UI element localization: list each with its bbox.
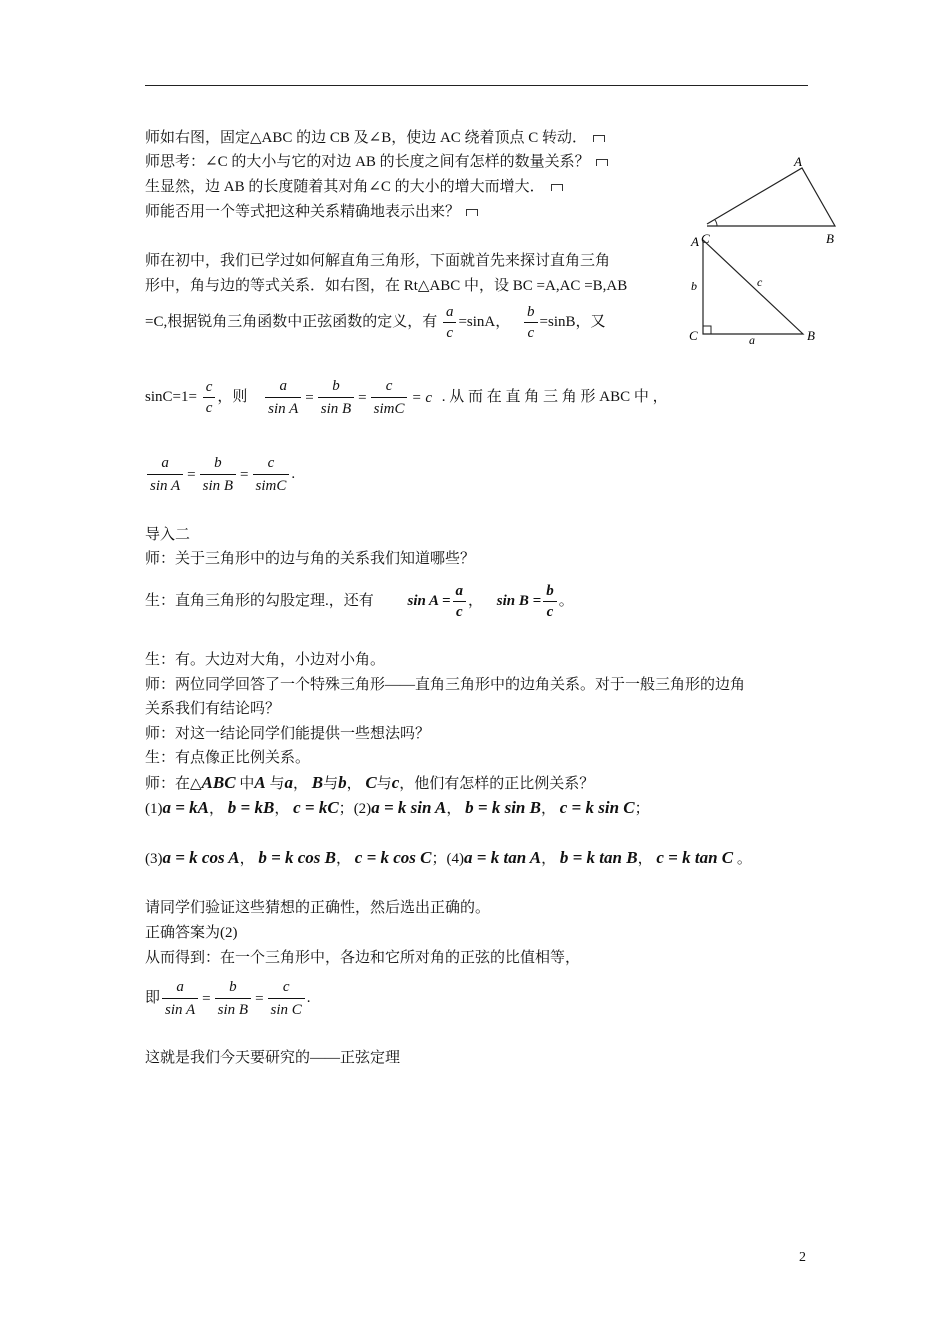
intro1-line8: sinC=1= $\frac{c}{c}$ ，则 $\frac{a}{\text{sin A}}$ = $\frac{b}{\text{sin B}}$ = $\frac{c}{\text{simC}}$ = c . 从 而 在 直 角 三 角 形 ABC 中 ， [145,372,668,422]
ratio-equation-right: $\frac{a}{\text{sin A}}$ = $\frac{b}{\text{sin B}}$ = $\frac{c}{\text{simC}}$ . [145,448,295,500]
fig1-label-a: A [794,154,802,169]
intro1-line5: 师在初中，我们已学过如何解直角三角形，下面就首先来探讨直角三角 [145,253,611,269]
fig2-side-a: a [749,333,755,347]
frac-b-sinB-3: $\frac{b}{\text{sin B}}$ [215,976,251,1021]
intro2-answer3: 生：有点像正比例关系。 [145,750,311,766]
frac-b-over-c: $\frac{b}{c}$ [524,302,538,343]
frac-c-simC-2: $\frac{c}{\text{simC}}$ [253,452,290,497]
frac-c-simC-1: $\frac{c}{\text{simC}}$ [371,375,408,420]
intro2-teacher2: 关系我们有结论吗？ [145,701,281,717]
intro2-answer2: 生：有。大边对大角，小边对小角。 [145,652,386,668]
fig2-label-c: C [689,328,698,343]
intro2-answer1: 生：直角三角形的勾股定理.，还有 sin A = $\frac{a}{c}$ ， sin B = $\frac{b}{c}$ 。 [145,583,574,621]
frac-b-sinB-1: $\frac{b}{\text{sin B}}$ [318,375,354,420]
intro1-line2: 师思考：∠C 的大小与它的对边 AB 的长度之间有怎样的数量关系？ [145,152,608,172]
intro2-teacher4: 师：在△ABC 中A 与a， B与b， C与c，他们有怎样的正比例关系？ [145,773,595,792]
fig2-label-a: A [691,234,699,249]
intro2-heading: 导入二 [145,527,191,543]
verify-line: 请同学们验证这些猜想的正确性，然后选出正确的。 [145,900,491,916]
frac-a-sinA-2: $\frac{a}{\text{sin A}}$ [147,452,183,497]
page-number: 2 [799,1250,806,1265]
fig2-side-b: b [691,279,697,293]
intro1-line4: 师能否用一个等式把这种关系精确地表示出来？ [145,202,478,222]
final-line: 这就是我们今天要研究的——正弦定理 [145,1050,401,1066]
intro1-line7: =C,根据锐角三角函数中正弦函数的定义，有 $\frac{a}{c}$ =sinA， $\frac{b}{c}$ =sinB，又 [145,304,606,342]
right-triangle-figure [685,232,825,352]
option-row-3-4: (3)a = k cos A， b = k cos B， c = k cos C；(4)a = k tan A， b = k tan B， c = k tan C 。 [145,848,752,867]
frac-a-sinA-3: $\frac{a}{\text{sin A}}$ [162,976,198,1021]
option-row-1-2: (1)a = kA， b = kB， c = kC；(2)a = k sin A， b = k sin B， c = k sin C； [145,798,650,817]
fig2-label-b: B [807,328,815,343]
fig1-label-b: B [826,231,834,246]
fig1-label-c: C [701,231,710,246]
intro1-line3: 生显然，边 AB 的长度随着其对角∠C 的大小的增大而增大． [145,177,563,197]
law-of-sines-equation: 即 $\frac{a}{\text{sin A}}$ = $\frac{b}{\text{sin B}}$ = $\frac{c}{\text{sin C}}$ . [145,972,311,1024]
fig2-side-c: c [757,275,763,289]
frac-a-over-c: $\frac{a}{c}$ [443,302,457,343]
frac-b-sinB-2: $\frac{b}{\text{sin B}}$ [200,452,236,497]
frac-c-over-c: $\frac{c}{c}$ [203,377,216,418]
header-rule [145,85,808,86]
frac-c-sinC-3: $\frac{c}{\text{sin C}}$ [268,976,305,1021]
frac-b-over-c-bold: $\frac{b}{c}$ [543,581,557,622]
intro2-teacher3: 师：对这一结论同学们能提供一些想法吗？ [145,726,431,742]
conclusion-line: 从而得到：在一个三角形中，各边和它所对角的正弦的比值相等， [145,950,581,966]
intro2-question1: 师：关于三角形中的边与角的关系我们知道哪些？ [145,551,476,567]
answer-line: 正确答案为(2) [145,925,238,941]
intro1-line6: 形中，角与边的等式关系．如右图，在 Rt△ABC 中，设 BC =A,AC =B,AB [145,278,628,294]
frac-a-sinA-1: $\frac{a}{\text{sin A}}$ [265,375,301,420]
frac-a-over-c-bold: $\frac{a}{c}$ [453,581,467,622]
intro2-teacher1: 师：两位同学回答了一个特殊三角形——直角三角形中的边角关系。对于一般三角形的边角 [145,677,746,693]
intro1-line1: 师如右图，固定△ABC 的边 CB 及∠B，使边 AC 绕着顶点 C 转动． [145,128,605,148]
